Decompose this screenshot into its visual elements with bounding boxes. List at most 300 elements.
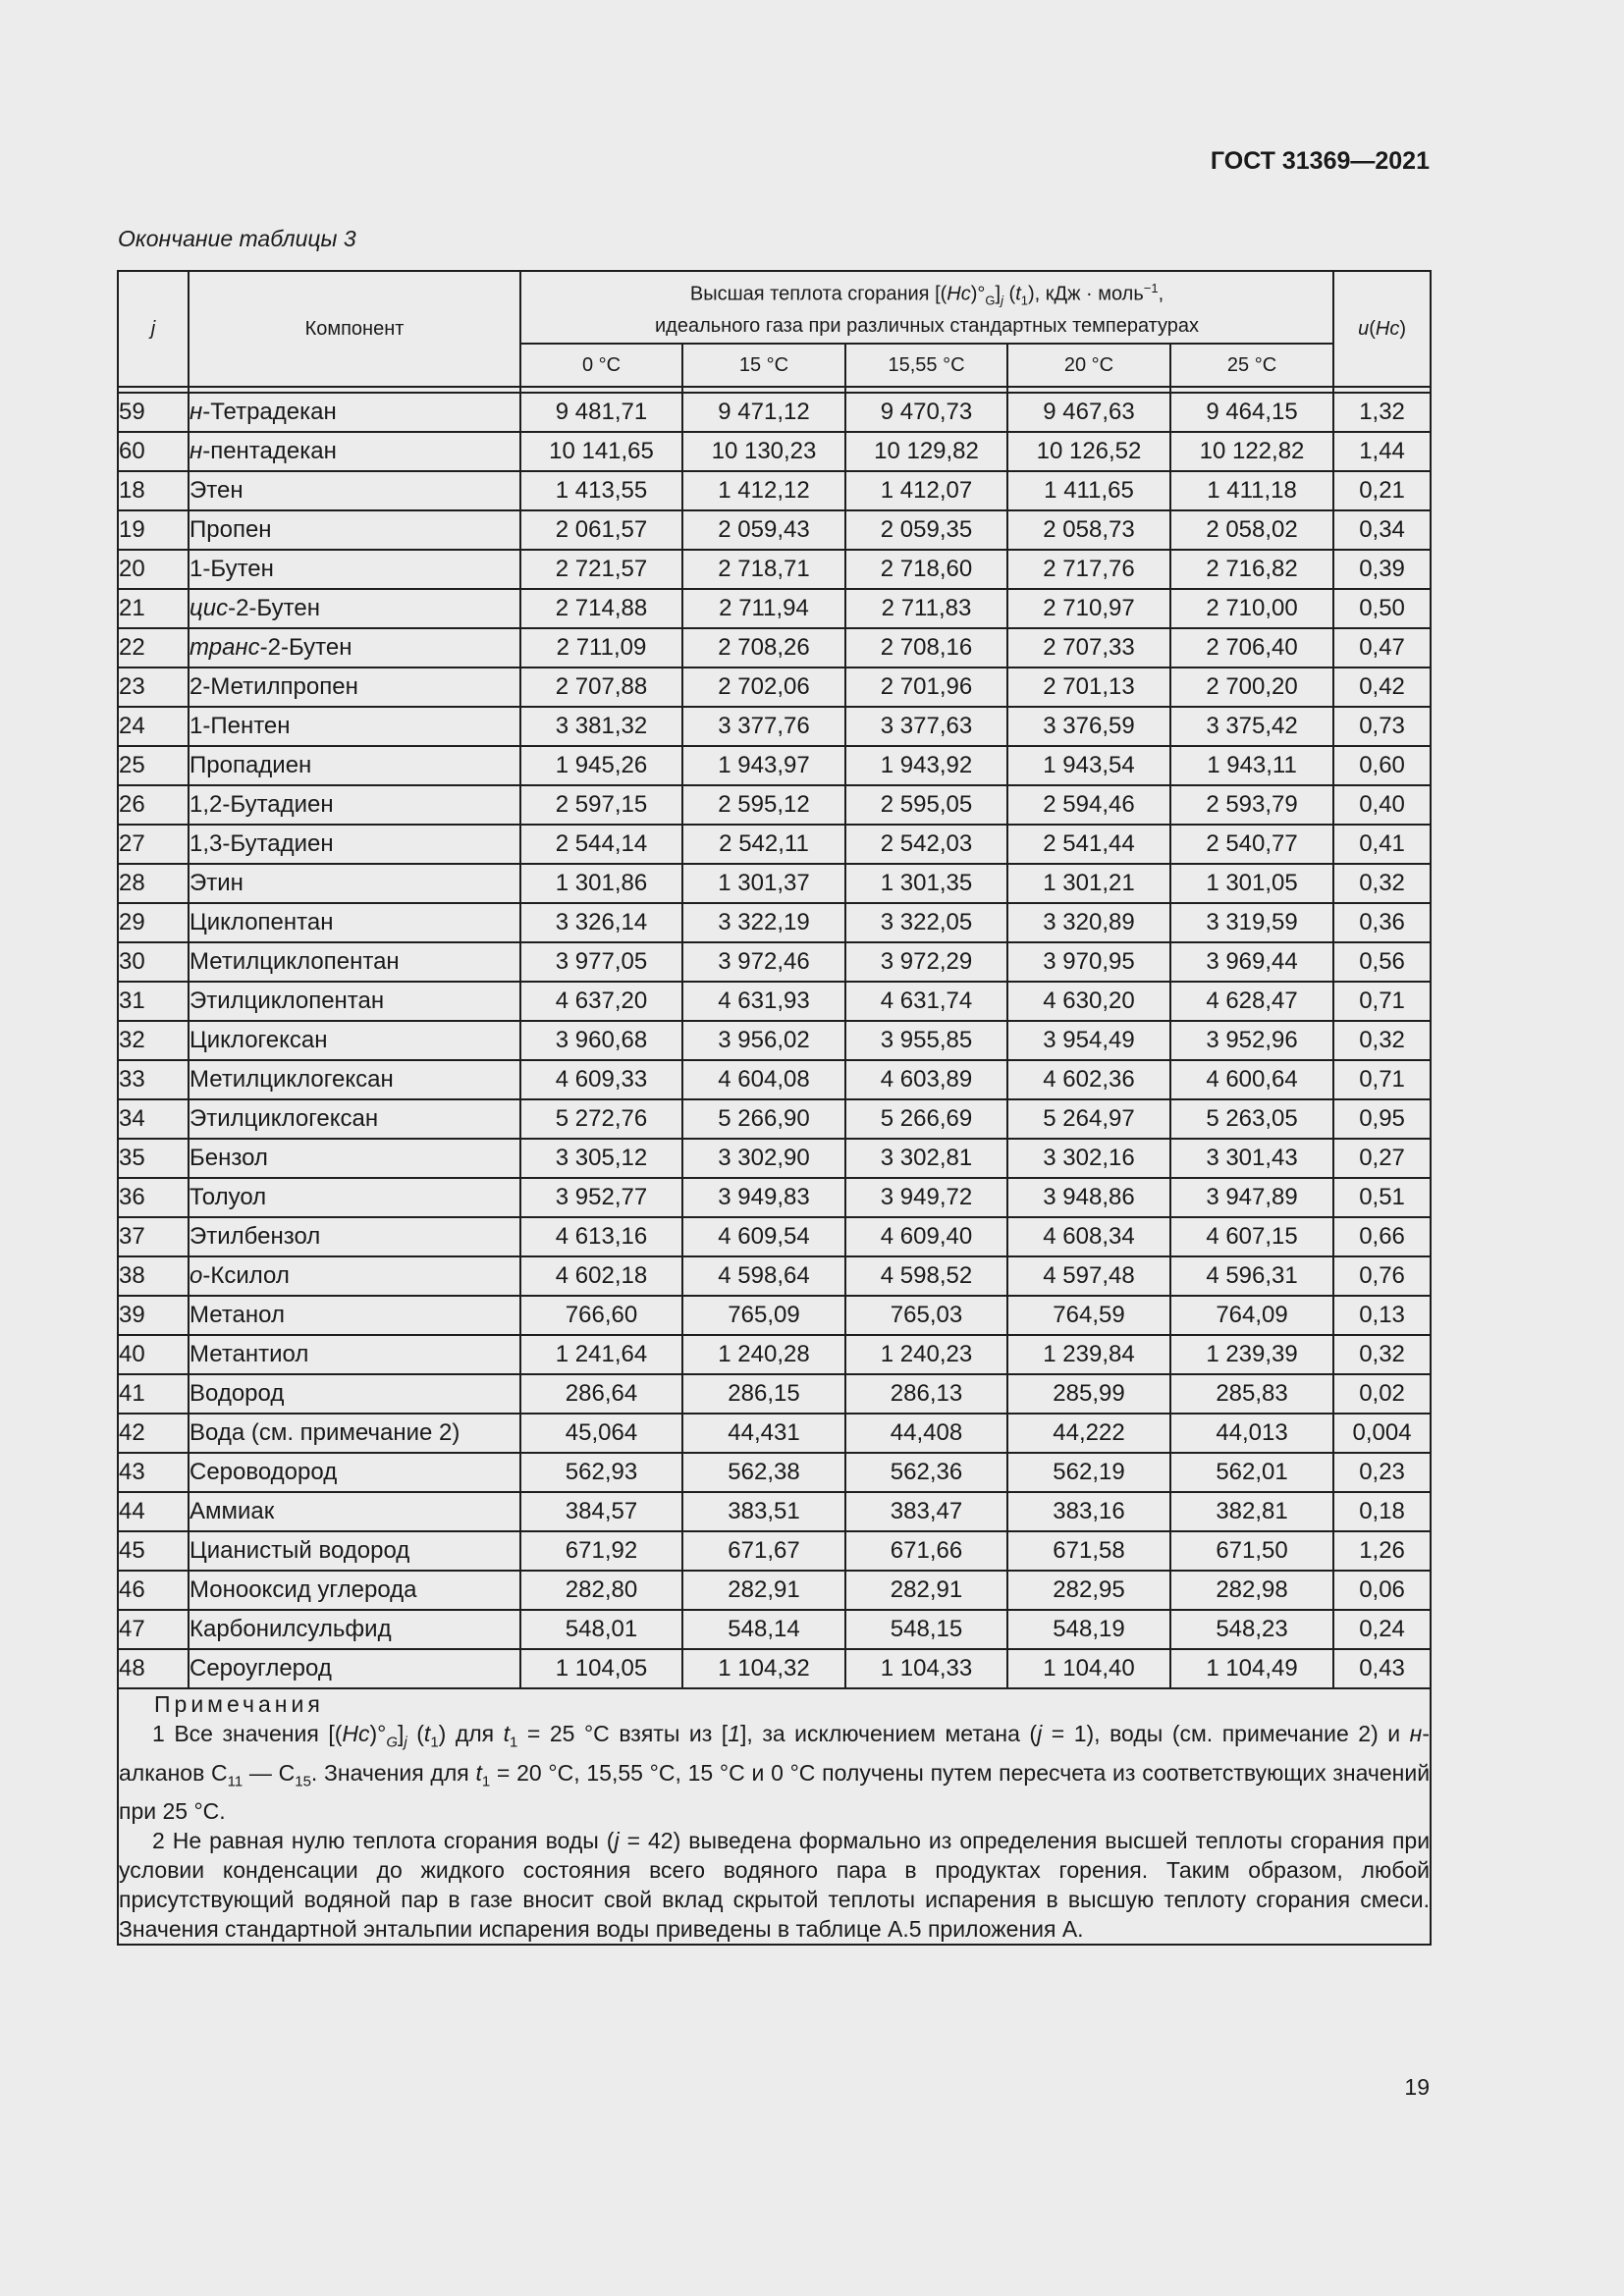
cell-j: 27 (118, 825, 189, 864)
cell-20c: 562,19 (1007, 1453, 1170, 1492)
cell-component: 1-Пентен (189, 707, 520, 746)
cell-20c: 2 701,13 (1007, 667, 1170, 707)
cell-20c: 1 104,40 (1007, 1649, 1170, 1688)
cell-j: 59 (118, 393, 189, 432)
table-row (118, 1256, 1431, 1296)
cell-20c: 548,19 (1007, 1610, 1170, 1649)
cell-25c: 4 628,47 (1170, 982, 1333, 1021)
notes-title: Примечания (154, 1691, 324, 1717)
cell-15c: 2 708,26 (682, 628, 845, 667)
cell-j: 20 (118, 550, 189, 589)
cell-15c: 3 377,76 (682, 707, 845, 746)
table-row (118, 982, 1431, 1021)
cell-component: Водород (189, 1374, 520, 1414)
header-temp-0: 0 °C (520, 344, 682, 387)
cell-1555c: 9 470,73 (845, 393, 1007, 432)
cell-25c: 285,83 (1170, 1374, 1333, 1414)
cell-0c: 671,92 (520, 1531, 682, 1571)
cell-20c: 3 376,59 (1007, 707, 1170, 746)
cell-uncertainty: 0,24 (1333, 1610, 1431, 1649)
cell-25c: 1 301,05 (1170, 864, 1333, 903)
table-row (118, 432, 1431, 471)
table-row (118, 1060, 1431, 1099)
cell-1555c: 3 322,05 (845, 903, 1007, 942)
cell-1555c: 4 631,74 (845, 982, 1007, 1021)
cell-component: Циклопентан (189, 903, 520, 942)
cell-uncertainty: 0,32 (1333, 1335, 1431, 1374)
cell-0c: 1 301,86 (520, 864, 682, 903)
cell-j: 31 (118, 982, 189, 1021)
cell-1555c: 1 104,33 (845, 1649, 1007, 1688)
cell-j: 22 (118, 628, 189, 667)
cell-1555c: 1 943,92 (845, 746, 1007, 785)
table-row (118, 1649, 1431, 1688)
cell-1555c: 10 129,82 (845, 432, 1007, 471)
cell-uncertainty: 1,32 (1333, 393, 1431, 432)
cell-j: 34 (118, 1099, 189, 1139)
cell-20c: 1 411,65 (1007, 471, 1170, 510)
table-row (118, 903, 1431, 942)
cell-uncertainty: 0,32 (1333, 864, 1431, 903)
cell-component: Этилциклогексан (189, 1099, 520, 1139)
cell-component: Сероводород (189, 1453, 520, 1492)
cell-15c: 282,91 (682, 1571, 845, 1610)
cell-20c: 2 058,73 (1007, 510, 1170, 550)
table-row (118, 1021, 1431, 1060)
cell-1555c: 4 609,40 (845, 1217, 1007, 1256)
table-row (118, 1374, 1431, 1414)
cell-0c: 4 613,16 (520, 1217, 682, 1256)
cell-0c: 2 597,15 (520, 785, 682, 825)
cell-j: 37 (118, 1217, 189, 1256)
cell-0c: 3 305,12 (520, 1139, 682, 1178)
cell-15c: 548,14 (682, 1610, 845, 1649)
cell-uncertainty: 0,02 (1333, 1374, 1431, 1414)
component-prefix: о (189, 1262, 203, 1289)
cell-0c: 4 609,33 (520, 1060, 682, 1099)
table-row (118, 1492, 1431, 1531)
cell-j: 28 (118, 864, 189, 903)
cell-25c: 2 700,20 (1170, 667, 1333, 707)
cell-20c: 1 943,54 (1007, 746, 1170, 785)
cell-15c: 671,67 (682, 1531, 845, 1571)
cell-component: Этилбензол (189, 1217, 520, 1256)
cell-25c: 2 540,77 (1170, 825, 1333, 864)
cell-component: 1-Бутен (189, 550, 520, 589)
data-table (117, 270, 1432, 1946)
table-notes (118, 1688, 1431, 1945)
cell-15c: 5 266,90 (682, 1099, 845, 1139)
cell-j: 46 (118, 1571, 189, 1610)
cell-0c: 2 711,09 (520, 628, 682, 667)
cell-uncertainty: 0,60 (1333, 746, 1431, 785)
cell-component: цис-2-Бутен (189, 589, 520, 628)
cell-25c: 382,81 (1170, 1492, 1333, 1531)
cell-0c: 286,64 (520, 1374, 682, 1414)
table-row (118, 1296, 1431, 1335)
cell-component: транс-2-Бутен (189, 628, 520, 667)
table-row (118, 1139, 1431, 1178)
cell-j: 24 (118, 707, 189, 746)
cell-1555c: 4 603,89 (845, 1060, 1007, 1099)
cell-1555c: 44,408 (845, 1414, 1007, 1453)
cell-20c: 5 264,97 (1007, 1099, 1170, 1139)
cell-1555c: 4 598,52 (845, 1256, 1007, 1296)
component-prefix: транс (189, 634, 260, 661)
cell-0c: 4 637,20 (520, 982, 682, 1021)
cell-uncertainty: 0,004 (1333, 1414, 1431, 1453)
cell-25c: 282,98 (1170, 1571, 1333, 1610)
cell-20c: 2 707,33 (1007, 628, 1170, 667)
cell-uncertainty: 0,41 (1333, 825, 1431, 864)
cell-25c: 2 706,40 (1170, 628, 1333, 667)
cell-component: Карбонилсульфид (189, 1610, 520, 1649)
cell-0c: 2 544,14 (520, 825, 682, 864)
cell-uncertainty: 0,36 (1333, 903, 1431, 942)
cell-25c: 2 593,79 (1170, 785, 1333, 825)
cell-0c: 3 960,68 (520, 1021, 682, 1060)
header-j: j (118, 271, 189, 387)
cell-25c: 5 263,05 (1170, 1099, 1333, 1139)
cell-1555c: 282,91 (845, 1571, 1007, 1610)
note-2: 2 Не равная нулю теплота сгорания воды (j = 42) выведена формально из определения высшей теплоты сгорания при условии конденсации до жидкого состояния всего водяного пара в продуктах горения. Таким образом, любой присутствующий водяной пар в газе вносит свой вклад скрытой теплоты испарения в высшую теплоту сгорания смеси. Значения стандартной энтальпии испарения воды приведены в таблице А.5 приложения А. (119, 1828, 1431, 1943)
cell-0c: 10 141,65 (520, 432, 682, 471)
cell-0c: 5 272,76 (520, 1099, 682, 1139)
cell-0c: 3 952,77 (520, 1178, 682, 1217)
cell-15c: 3 949,83 (682, 1178, 845, 1217)
cell-15c: 562,38 (682, 1453, 845, 1492)
table-row (118, 471, 1431, 510)
cell-20c: 3 320,89 (1007, 903, 1170, 942)
cell-j: 21 (118, 589, 189, 628)
cell-20c: 4 602,36 (1007, 1060, 1170, 1099)
cell-0c: 1 945,26 (520, 746, 682, 785)
cell-uncertainty: 1,26 (1333, 1531, 1431, 1571)
cell-25c: 3 969,44 (1170, 942, 1333, 982)
cell-15c: 2 542,11 (682, 825, 845, 864)
cell-15c: 3 302,90 (682, 1139, 845, 1178)
table-row (118, 1531, 1431, 1571)
cell-20c: 10 126,52 (1007, 432, 1170, 471)
table-row (118, 628, 1431, 667)
cell-1555c: 383,47 (845, 1492, 1007, 1531)
cell-1555c: 671,66 (845, 1531, 1007, 1571)
table-row (118, 1178, 1431, 1217)
cell-component: Метилциклогексан (189, 1060, 520, 1099)
cell-25c: 1 104,49 (1170, 1649, 1333, 1688)
cell-uncertainty: 0,73 (1333, 707, 1431, 746)
cell-25c: 2 710,00 (1170, 589, 1333, 628)
table-row (118, 1453, 1431, 1492)
cell-uncertainty: 0,50 (1333, 589, 1431, 628)
cell-component: н-пентадекан (189, 432, 520, 471)
table-row (118, 942, 1431, 982)
header-uncertainty: u(Hc) (1333, 271, 1431, 387)
cell-component: Пропадиен (189, 746, 520, 785)
cell-0c: 3 326,14 (520, 903, 682, 942)
cell-0c: 45,064 (520, 1414, 682, 1453)
cell-j: 48 (118, 1649, 189, 1688)
cell-0c: 282,80 (520, 1571, 682, 1610)
cell-25c: 1 411,18 (1170, 471, 1333, 510)
cell-15c: 3 322,19 (682, 903, 845, 942)
cell-component: Бензол (189, 1139, 520, 1178)
cell-uncertainty: 0,27 (1333, 1139, 1431, 1178)
cell-20c: 4 608,34 (1007, 1217, 1170, 1256)
cell-15c: 9 471,12 (682, 393, 845, 432)
cell-uncertainty: 0,13 (1333, 1296, 1431, 1335)
cell-20c: 285,99 (1007, 1374, 1170, 1414)
cell-15c: 3 972,46 (682, 942, 845, 982)
cell-15c: 44,431 (682, 1414, 845, 1453)
cell-uncertainty: 0,23 (1333, 1453, 1431, 1492)
cell-uncertainty: 0,51 (1333, 1178, 1431, 1217)
cell-25c: 548,23 (1170, 1610, 1333, 1649)
cell-component: Метилциклопентан (189, 942, 520, 982)
component-prefix: н (189, 399, 203, 425)
cell-1555c: 5 266,69 (845, 1099, 1007, 1139)
cell-25c: 3 301,43 (1170, 1139, 1333, 1178)
cell-15c: 765,09 (682, 1296, 845, 1335)
cell-j: 43 (118, 1453, 189, 1492)
cell-15c: 286,15 (682, 1374, 845, 1414)
cell-component: Этилциклопентан (189, 982, 520, 1021)
cell-20c: 671,58 (1007, 1531, 1170, 1571)
cell-j: 30 (118, 942, 189, 982)
table-row (118, 1414, 1431, 1453)
table-row (118, 1610, 1431, 1649)
cell-25c: 3 375,42 (1170, 707, 1333, 746)
cell-component: Толуол (189, 1178, 520, 1217)
cell-25c: 562,01 (1170, 1453, 1333, 1492)
cell-0c: 2 707,88 (520, 667, 682, 707)
cell-25c: 3 319,59 (1170, 903, 1333, 942)
document-code: ГОСТ 31369—2021 (1210, 147, 1430, 175)
cell-j: 44 (118, 1492, 189, 1531)
cell-uncertainty: 0,34 (1333, 510, 1431, 550)
cell-25c: 3 952,96 (1170, 1021, 1333, 1060)
cell-15c: 4 609,54 (682, 1217, 845, 1256)
cell-1555c: 1 412,07 (845, 471, 1007, 510)
cell-component: н-Тетрадекан (189, 393, 520, 432)
cell-uncertainty: 0,43 (1333, 1649, 1431, 1688)
cell-0c: 2 721,57 (520, 550, 682, 589)
cell-15c: 1 104,32 (682, 1649, 845, 1688)
cell-1555c: 2 708,16 (845, 628, 1007, 667)
cell-25c: 671,50 (1170, 1531, 1333, 1571)
cell-1555c: 3 377,63 (845, 707, 1007, 746)
cell-j: 45 (118, 1531, 189, 1571)
cell-uncertainty: 0,39 (1333, 550, 1431, 589)
cell-20c: 3 954,49 (1007, 1021, 1170, 1060)
header-temp-25: 25 °C (1170, 344, 1333, 387)
cell-j: 38 (118, 1256, 189, 1296)
cell-0c: 9 481,71 (520, 393, 682, 432)
cell-uncertainty: 0,18 (1333, 1492, 1431, 1531)
cell-0c: 2 061,57 (520, 510, 682, 550)
table-row (118, 707, 1431, 746)
cell-component: Этен (189, 471, 520, 510)
cell-1555c: 2 595,05 (845, 785, 1007, 825)
table-row (118, 785, 1431, 825)
cell-1555c: 765,03 (845, 1296, 1007, 1335)
cell-component: Метанол (189, 1296, 520, 1335)
cell-25c: 764,09 (1170, 1296, 1333, 1335)
cell-component: о-Ксилол (189, 1256, 520, 1296)
cell-j: 40 (118, 1335, 189, 1374)
table-row (118, 1099, 1431, 1139)
cell-15c: 2 718,71 (682, 550, 845, 589)
cell-1555c: 2 701,96 (845, 667, 1007, 707)
cell-component: 1,2-Бутадиен (189, 785, 520, 825)
cell-j: 18 (118, 471, 189, 510)
cell-20c: 9 467,63 (1007, 393, 1170, 432)
cell-j: 23 (118, 667, 189, 707)
cell-20c: 3 948,86 (1007, 1178, 1170, 1217)
table-row (118, 1217, 1431, 1256)
cell-15c: 10 130,23 (682, 432, 845, 471)
cell-0c: 548,01 (520, 1610, 682, 1649)
cell-component: Циклогексан (189, 1021, 520, 1060)
table-row (118, 864, 1431, 903)
cell-20c: 4 597,48 (1007, 1256, 1170, 1296)
cell-0c: 1 413,55 (520, 471, 682, 510)
cell-uncertainty: 0,32 (1333, 1021, 1431, 1060)
cell-1555c: 3 302,81 (845, 1139, 1007, 1178)
cell-component: Монооксид углерода (189, 1571, 520, 1610)
cell-uncertainty: 0,95 (1333, 1099, 1431, 1139)
cell-1555c: 2 718,60 (845, 550, 1007, 589)
cell-0c: 1 241,64 (520, 1335, 682, 1374)
cell-0c: 3 977,05 (520, 942, 682, 982)
header-temp-1555: 15,55 °C (845, 344, 1007, 387)
cell-j: 35 (118, 1139, 189, 1178)
cell-j: 60 (118, 432, 189, 471)
cell-uncertainty: 0,42 (1333, 667, 1431, 707)
cell-uncertainty: 0,71 (1333, 1060, 1431, 1099)
table-row (118, 825, 1431, 864)
cell-component: 2-Метилпропен (189, 667, 520, 707)
cell-1555c: 562,36 (845, 1453, 1007, 1492)
cell-1555c: 2 711,83 (845, 589, 1007, 628)
cell-component: Вода (см. примечание 2) (189, 1414, 520, 1453)
cell-component: Аммиак (189, 1492, 520, 1531)
cell-25c: 2 058,02 (1170, 510, 1333, 550)
cell-15c: 4 598,64 (682, 1256, 845, 1296)
cell-uncertainty: 0,76 (1333, 1256, 1431, 1296)
component-prefix: н (189, 438, 203, 464)
table-row (118, 1335, 1431, 1374)
cell-uncertainty: 0,21 (1333, 471, 1431, 510)
cell-1555c: 1 240,23 (845, 1335, 1007, 1374)
cell-0c: 1 104,05 (520, 1649, 682, 1688)
cell-1555c: 3 949,72 (845, 1178, 1007, 1217)
cell-20c: 44,222 (1007, 1414, 1170, 1453)
table-continuation-caption: Окончание таблицы 3 (118, 226, 356, 251)
cell-j: 47 (118, 1610, 189, 1649)
cell-15c: 1 943,97 (682, 746, 845, 785)
table-row (118, 746, 1431, 785)
cell-20c: 3 302,16 (1007, 1139, 1170, 1178)
cell-uncertainty: 0,06 (1333, 1571, 1431, 1610)
cell-component: Метантиол (189, 1335, 520, 1374)
cell-20c: 282,95 (1007, 1571, 1170, 1610)
cell-1555c: 548,15 (845, 1610, 1007, 1649)
cell-15c: 4 631,93 (682, 982, 845, 1021)
cell-15c: 4 604,08 (682, 1060, 845, 1099)
cell-1555c: 1 301,35 (845, 864, 1007, 903)
cell-15c: 2 595,12 (682, 785, 845, 825)
cell-25c: 2 716,82 (1170, 550, 1333, 589)
cell-15c: 3 956,02 (682, 1021, 845, 1060)
header-heat-of-combustion: Высшая теплота сгорания $[(Hc)^\circ_G]_j$ $(t_1)$, кДж · моль$^{-1}$, идеального газа при различных стандартных температурах (520, 271, 1333, 344)
cell-25c: 4 600,64 (1170, 1060, 1333, 1099)
cell-0c: 562,93 (520, 1453, 682, 1492)
cell-component: Этин (189, 864, 520, 903)
cell-1555c: 2 059,35 (845, 510, 1007, 550)
cell-1555c: 3 972,29 (845, 942, 1007, 982)
cell-15c: 2 702,06 (682, 667, 845, 707)
table-row (118, 393, 1431, 432)
table-row (118, 550, 1431, 589)
cell-25c: 10 122,82 (1170, 432, 1333, 471)
cell-component: Пропен (189, 510, 520, 550)
cell-20c: 3 970,95 (1007, 942, 1170, 982)
cell-15c: 2 059,43 (682, 510, 845, 550)
cell-25c: 1 943,11 (1170, 746, 1333, 785)
cell-20c: 2 717,76 (1007, 550, 1170, 589)
table-row (118, 510, 1431, 550)
cell-25c: 1 239,39 (1170, 1335, 1333, 1374)
cell-15c: 383,51 (682, 1492, 845, 1531)
cell-uncertainty: 0,56 (1333, 942, 1431, 982)
cell-25c: 3 947,89 (1170, 1178, 1333, 1217)
cell-j: 26 (118, 785, 189, 825)
cell-1555c: 3 955,85 (845, 1021, 1007, 1060)
cell-15c: 1 301,37 (682, 864, 845, 903)
cell-0c: 2 714,88 (520, 589, 682, 628)
cell-j: 29 (118, 903, 189, 942)
cell-20c: 4 630,20 (1007, 982, 1170, 1021)
cell-component: Цианистый водород (189, 1531, 520, 1571)
cell-j: 25 (118, 746, 189, 785)
cell-20c: 383,16 (1007, 1492, 1170, 1531)
cell-20c: 2 710,97 (1007, 589, 1170, 628)
cell-j: 32 (118, 1021, 189, 1060)
cell-25c: 44,013 (1170, 1414, 1333, 1453)
cell-uncertainty: 0,47 (1333, 628, 1431, 667)
cell-0c: 4 602,18 (520, 1256, 682, 1296)
cell-0c: 384,57 (520, 1492, 682, 1531)
page-number: 19 (1404, 2074, 1430, 2100)
cell-uncertainty: 1,44 (1333, 432, 1431, 471)
cell-20c: 764,59 (1007, 1296, 1170, 1335)
cell-j: 39 (118, 1296, 189, 1335)
note-1: 1 Все значения $[(Hc)^\circ_G]_j$ $(t_1)$ для $t_1 = 25$ °C взяты из [1], за исключением метана (j = 1), воды (см. примечание 2) и н-алканов $C_{11}$ — $C_{15}$. Значения для $t_1 = 20$ °C, 15,55 °C, 15 °C и 0 °C получены путем пересчета из соответствующих значений при 25 °C. (119, 1721, 1431, 1825)
table-row (118, 667, 1431, 707)
component-prefix: цис (189, 595, 229, 621)
table-row (118, 589, 1431, 628)
cell-25c: 9 464,15 (1170, 393, 1333, 432)
cell-15c: 1 240,28 (682, 1335, 845, 1374)
cell-20c: 2 594,46 (1007, 785, 1170, 825)
cell-1555c: 2 542,03 (845, 825, 1007, 864)
cell-j: 41 (118, 1374, 189, 1414)
cell-20c: 1 301,21 (1007, 864, 1170, 903)
cell-j: 33 (118, 1060, 189, 1099)
header-temp-15: 15 °C (682, 344, 845, 387)
cell-uncertainty: 0,40 (1333, 785, 1431, 825)
